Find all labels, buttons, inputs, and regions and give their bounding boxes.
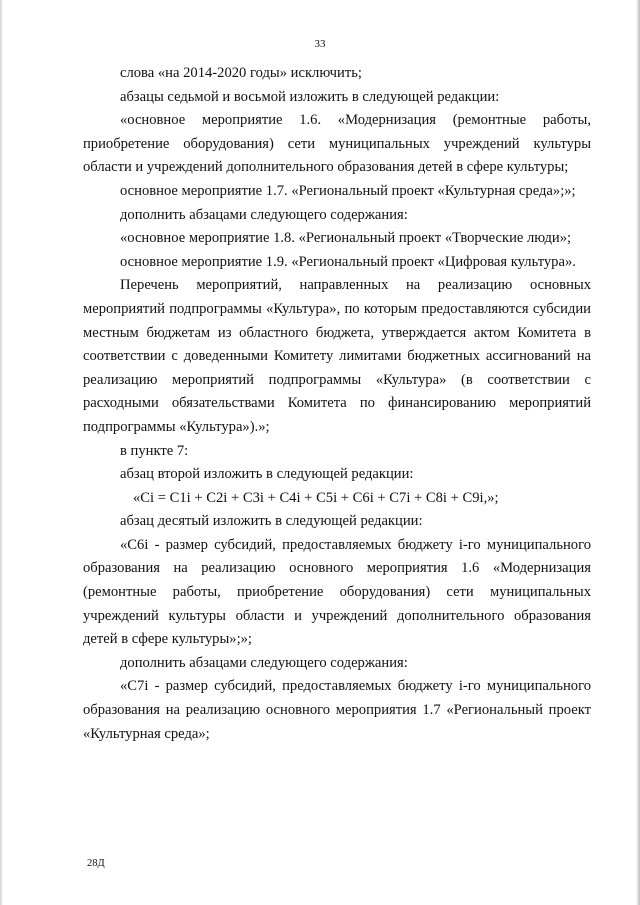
paragraph-10: абзац второй изложить в следующей редакции:: [120, 466, 414, 483]
paragraph-8: Перечень мероприятий, направленных на реализацию основных мероприятий подпрограммы «Культура», по которым предоставляются субсидии местным бюджетам из областного бюджета, утверждается актом Комитета в соответствии с доведенными Комитету лимитами бюджетных ассигнований на реализацию мероприятий подпрограммы «Культура» (в соответствии с расходными обязательствами Комитета по финансированию мероприятий подпрограммы «Культура»).»;: [83, 277, 591, 435]
scan-edge-right: [636, 0, 640, 905]
paragraph-3: «основное мероприятие 1.6. «Модернизация (ремонтные работы, приобретение оборудования) сети муниципальных учреждений культуры области и учреждений дополнительного образования детей в сфере культуры;: [83, 112, 591, 176]
page-number: 33: [314, 38, 326, 50]
paragraph-6: «основное мероприятие 1.8. «Региональный проект «Творческие люди»;: [120, 230, 572, 247]
scan-edge-left: [0, 0, 3, 905]
document-body: [83, 62, 591, 746]
paragraph-14: дополнить абзацами следующего содержания:: [120, 654, 408, 671]
paragraph-5: дополнить абзацами следующего содержания:: [120, 206, 408, 223]
footer-code: 28Д: [87, 858, 105, 869]
paragraph-13: «C6i - размер субсидий, предоставляемых бюджету i-го муниципального образования на реализацию основного мероприятия 1.6 «Модернизация (ремонтные работы, приобретение оборудования) сети муниципальных учреждений культуры области и учреждений дополнительного образования детей в сфере культуры»;»;: [83, 536, 591, 648]
paragraph-2: абзацы седьмой и восьмой изложить в следующей редакции:: [120, 88, 500, 105]
paragraph-1: слова «на 2014-2020 годы» исключить;: [120, 65, 362, 81]
paragraph-12: абзац десятый изложить в следующей редакции:: [120, 513, 423, 530]
paragraph-4: основное мероприятие 1.7. «Региональный проект «Культурная среда»;»;: [120, 182, 576, 199]
paragraph-7: основное мероприятие 1.9. «Региональный проект «Цифровая культура».: [120, 253, 576, 270]
paragraph-9: в пункте 7:: [120, 442, 189, 459]
formula-line: «Ci = C1i + C2i + C3i + C4i + C5i + C6i + C7i + C8i + C9i,»;: [133, 489, 499, 506]
paragraph-15: «C7i - размер субсидий, предоставляемых бюджету i-го муниципального образования на реализацию основного мероприятия 1.7 «Региональный проект «Культурная среда»;: [83, 678, 591, 742]
